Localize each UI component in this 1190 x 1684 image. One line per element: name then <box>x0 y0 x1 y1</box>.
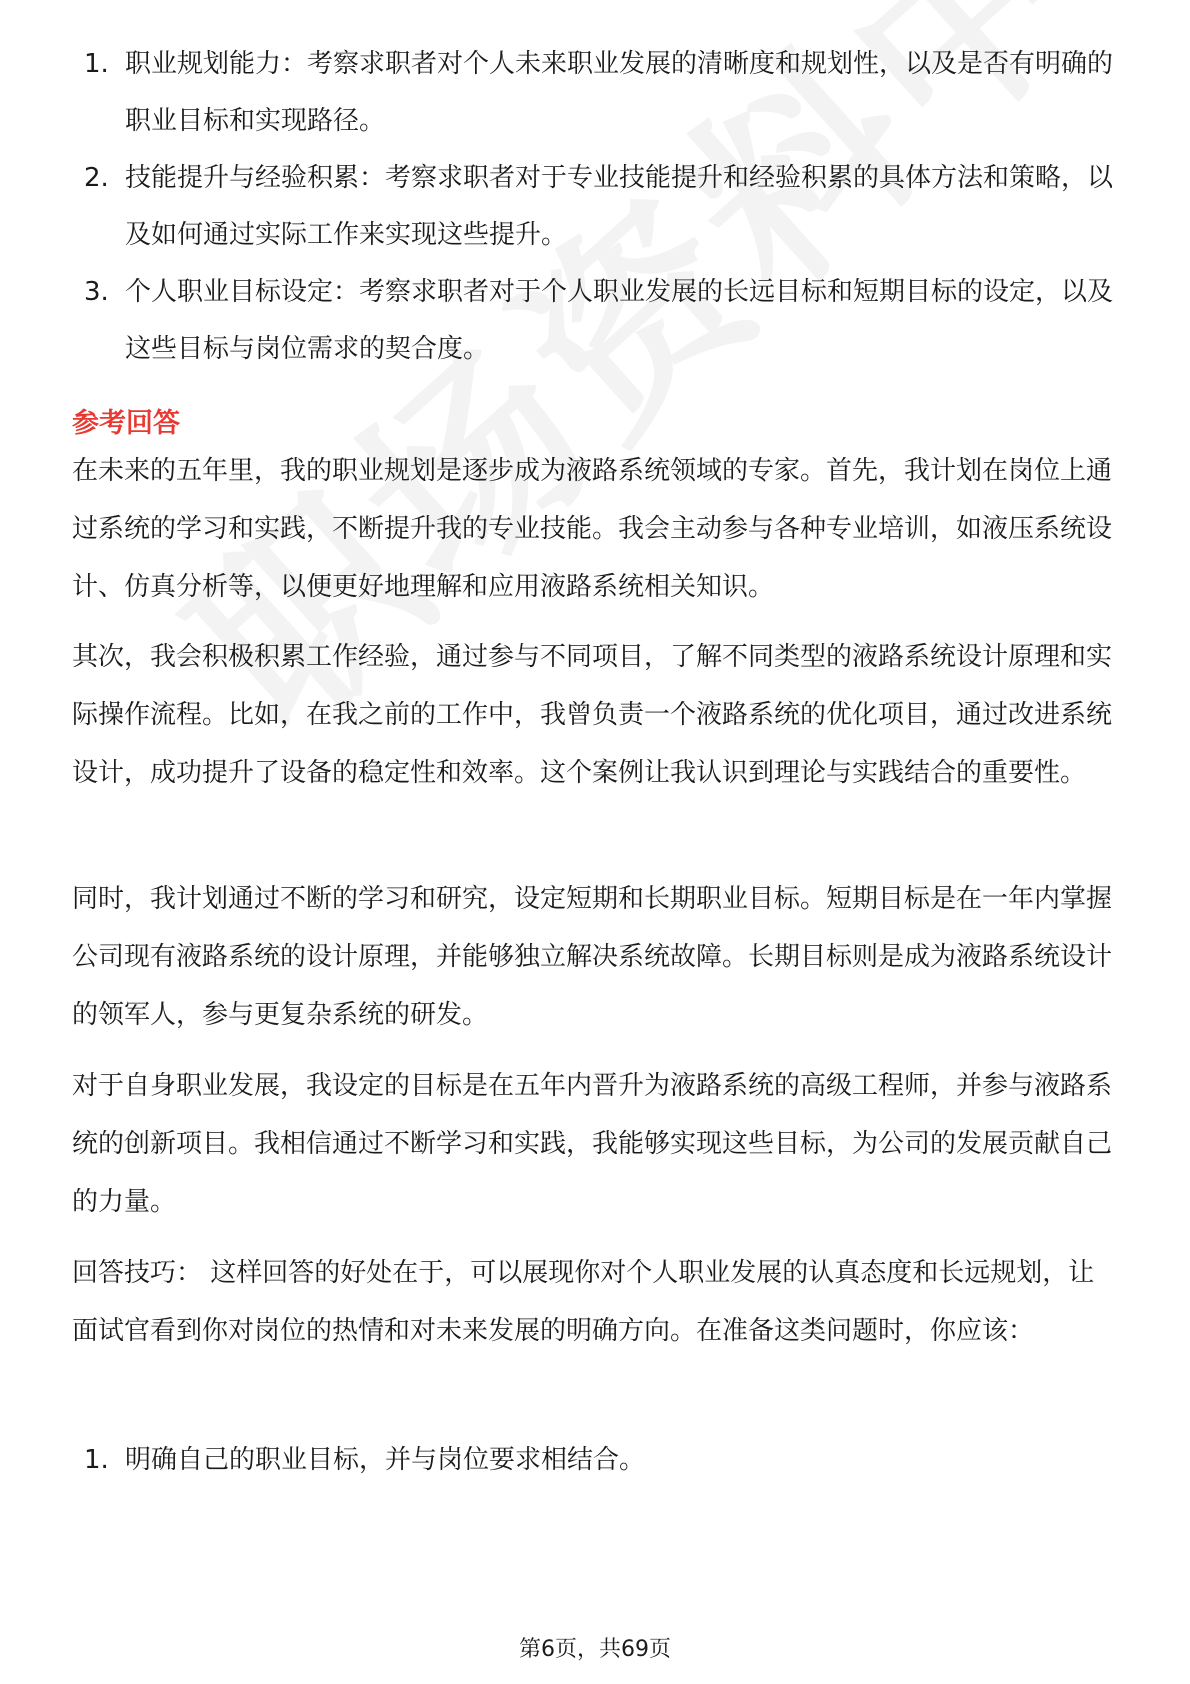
paragraph: 其次，我会积极积累工作经验，通过参与不同项目，了解不同类型的液路系统设计原理和实际操作流程。比如，在我之前的工作中，我曾负责一个液路系统的优化项目，通过改进系统设计，成功提升了设备的稳定性和效率。这个案例让我认识到理论与实践结合的重要性。 <box>72 642 1113 788</box>
paragraph: 在未来的五年里，我的职业规划是逐步成为液路系统领域的专家。首先，我计划在岗位上通过系统的学习和实践，不断提升我的专业技能。我会主动参与各种专业培训，如液压系统设计、仿真分析等，以便更好地理解和应用液路系统相关知识。 <box>72 456 1113 602</box>
section-heading: 参考回答 <box>72 408 180 439</box>
tips-paragraph: 回答技巧： 这样回答的好处在于，可以展现你对个人职业发展的认真态度和长远规划，让面试官看到你对岗位的热情和对未来发展的明确方向。在准备这类问题时，你应该： <box>72 1258 1095 1346</box>
list-item-text: 个人职业目标设定：考察求职者对于个人职业发展的长远目标和短期目标的设定，以及这些目标与岗位需求的契合度。 <box>125 277 1114 364</box>
page-number: 第6页，共69页 <box>519 1637 671 1662</box>
list-item <box>0 1432 1190 1489</box>
list-item <box>0 150 1190 264</box>
list-item-text: 职业规划能力：考察求职者对个人未来职业发展的清晰度和规划性，以及是否有明确的职业目标和实现路径。 <box>125 49 1114 136</box>
list-item-text: 技能提升与经验积累：考察求职者对于专业技能提升和经验积累的具体方法和策略，以及如何通过实际工作来实现这些提升。 <box>125 163 1114 250</box>
paragraph: 同时，我计划通过不断的学习和研究，设定短期和长期职业目标。短期目标是在一年内掌握公司现有液路系统的设计原理，并能够独立解决系统故障。长期目标则是成为液路系统设计的领军人，参与更复杂系统的研发。 <box>72 884 1113 1030</box>
tips-list <box>0 1432 1190 1489</box>
paragraph: 对于自身职业发展，我设定的目标是在五年内晋升为液路系统的高级工程师，并参与液路系统的创新项目。我相信通过不断学习和实践，我能够实现这些目标，为公司的发展贡献自己的力量。 <box>72 1071 1113 1217</box>
list-item-number: 3. <box>84 277 109 307</box>
list-item-number: 1. <box>84 49 109 79</box>
list-item-text: 明确自己的职业目标，并与岗位要求相结合。 <box>125 1445 646 1475</box>
list-item <box>0 36 1190 150</box>
list-item-number: 1. <box>84 1445 109 1475</box>
list-item-number: 2. <box>84 163 109 193</box>
list-item <box>0 264 1190 378</box>
evaluation-points-list <box>0 36 1190 378</box>
